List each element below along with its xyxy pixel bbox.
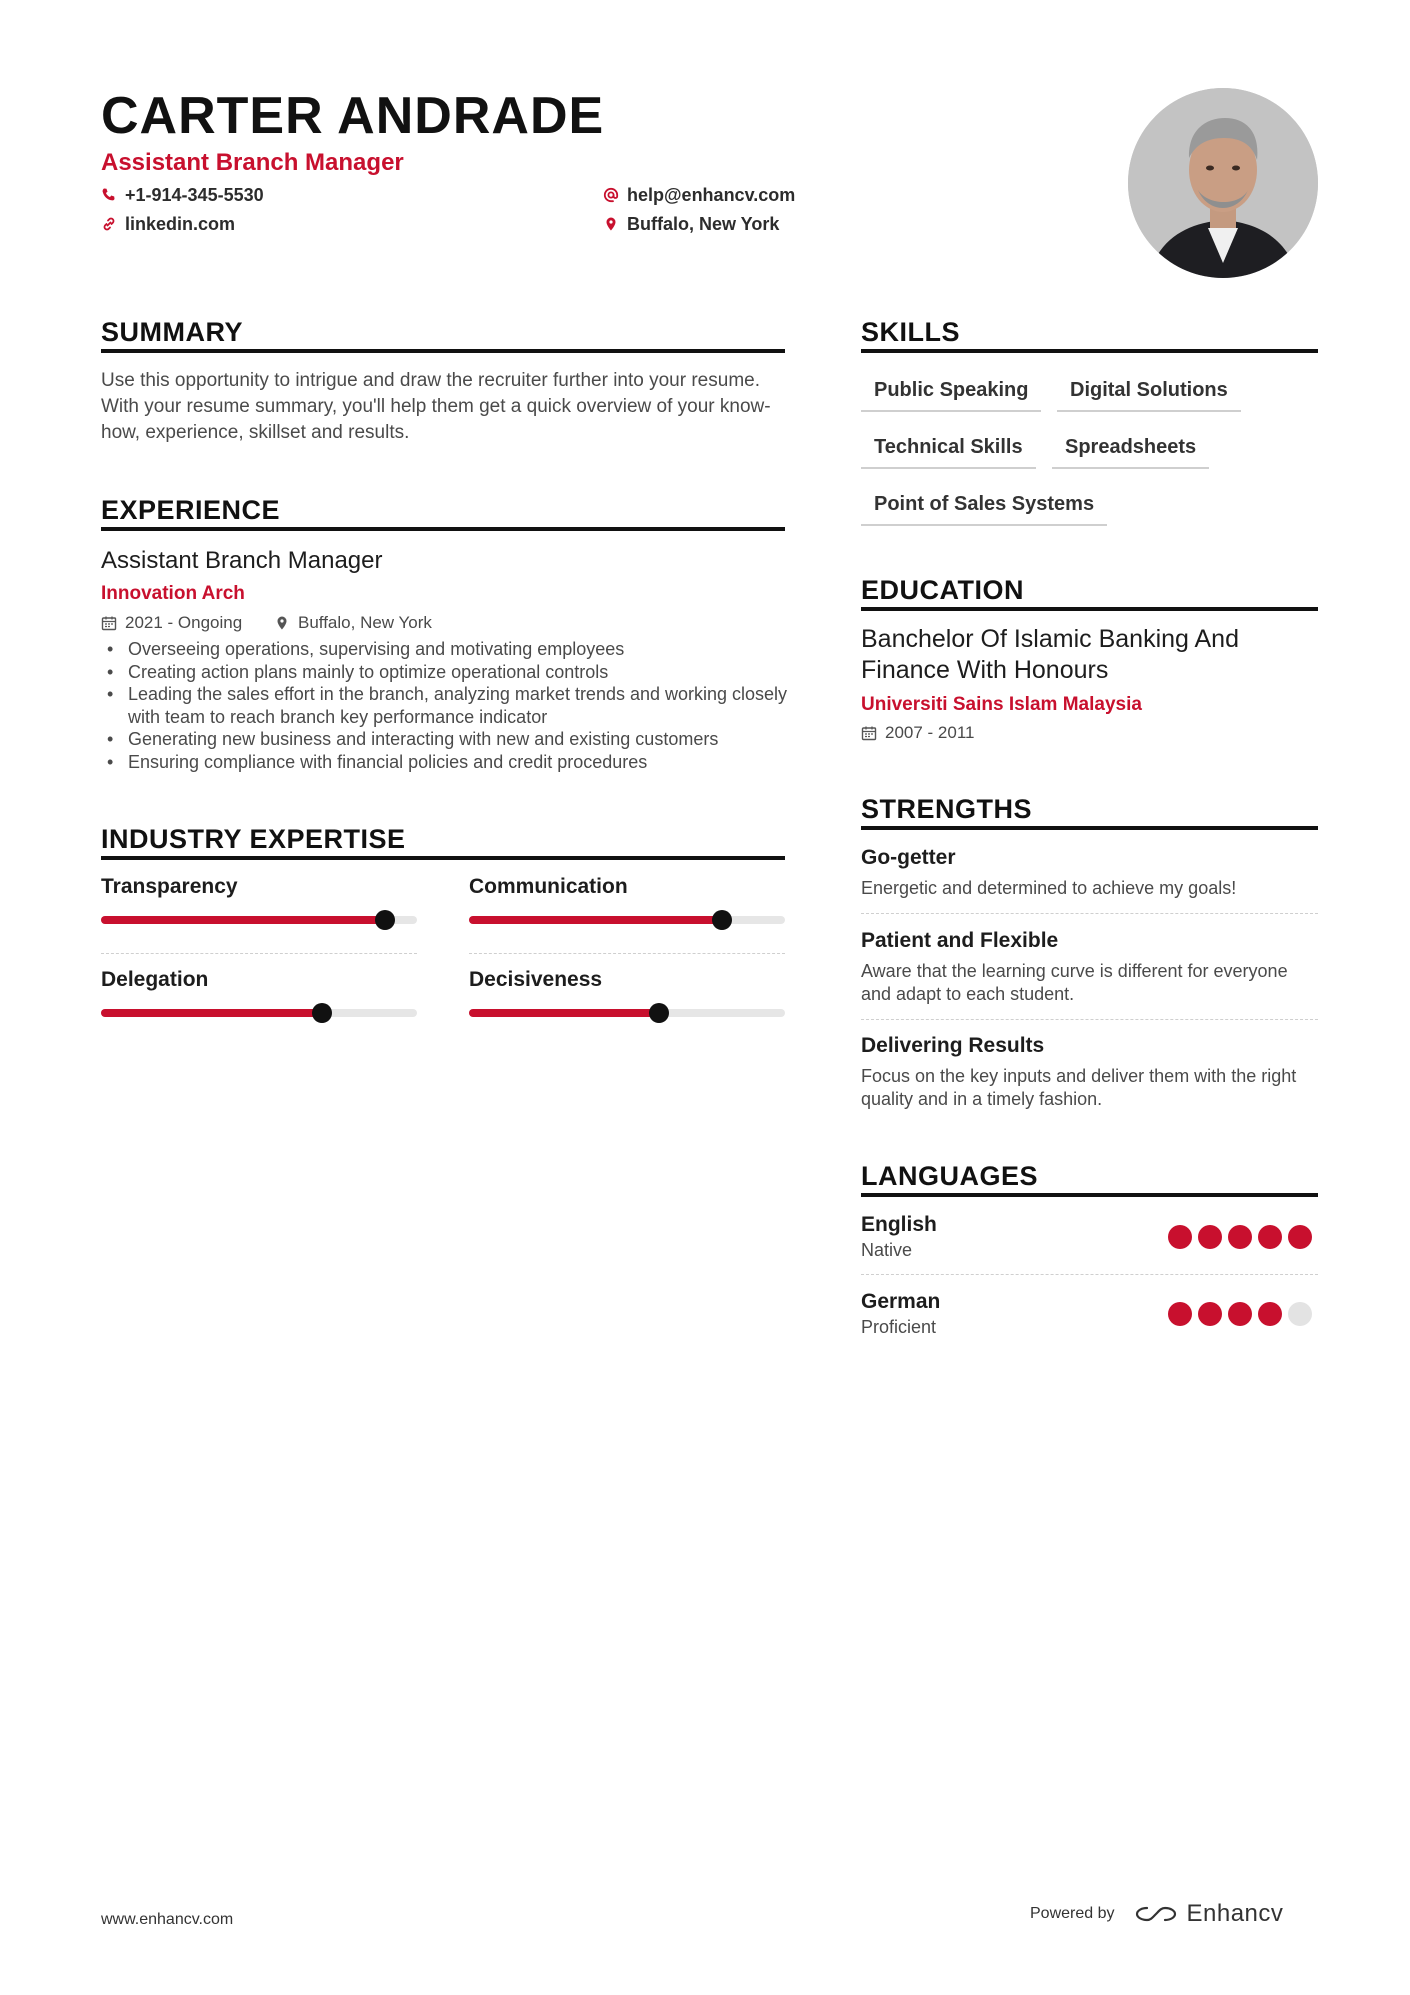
language-name: English xyxy=(861,1213,937,1236)
rating-dot-filled xyxy=(1288,1225,1312,1249)
language-rating xyxy=(1168,1225,1312,1249)
summary-rule xyxy=(101,349,785,353)
expertise-bar-knob xyxy=(649,1003,669,1023)
strength-title: Delivering Results xyxy=(861,1034,1045,1057)
skills-rule xyxy=(861,349,1318,353)
expertise-rule xyxy=(101,856,785,860)
job-responsibilities xyxy=(101,638,791,773)
location-pin-icon xyxy=(274,615,290,631)
strength-description: Energetic and determined to achieve my goals! xyxy=(861,878,1237,898)
location-pin-icon xyxy=(603,216,619,232)
strength-title: Patient and Flexible xyxy=(861,929,1059,952)
experience-rule xyxy=(101,527,785,531)
languages-heading: LANGUAGES xyxy=(861,1161,1039,1191)
divider xyxy=(861,1019,1318,1020)
skill-tag: Public Speaking xyxy=(861,378,1041,412)
education-rule xyxy=(861,607,1318,611)
expertise-bar-knob xyxy=(712,910,732,930)
strengths-heading: STRENGTHS xyxy=(861,794,1033,824)
skill-tag: Point of Sales Systems xyxy=(861,492,1107,526)
summary-text: Use this opportunity to intrigue and draw the recruiter further into your resume. With your resume summary, you'll help them get a quick overview of your know-how, experience, skillset and results. xyxy=(101,370,771,443)
education-dates-text: 2007 - 2011 xyxy=(885,723,975,742)
footer-website[interactable]: www.enhancv.com xyxy=(101,1911,234,1928)
responsibility-item: • Ensuring compliance with financial policies and credit procedures xyxy=(101,751,791,774)
responsibility-item: • Overseeing operations, supervising and motivating employees xyxy=(101,638,791,661)
footer-branding xyxy=(1030,1900,1283,1928)
contact-location xyxy=(603,212,779,236)
candidate-role: Assistant Branch Manager xyxy=(101,149,404,176)
summary-heading: SUMMARY xyxy=(101,317,243,347)
school-name: Universiti Sains Islam Malaysia xyxy=(861,694,1142,715)
brand-name: Enhancv xyxy=(1186,1900,1284,1927)
skill-tag: Spreadsheets xyxy=(1052,435,1209,469)
expertise-bar xyxy=(101,1009,417,1017)
calendar-icon xyxy=(101,615,117,631)
expertise-heading: INDUSTRY EXPERTISE xyxy=(101,824,406,854)
job-location xyxy=(274,612,432,634)
education-heading: EDUCATION xyxy=(861,575,1024,605)
company-name: Innovation Arch xyxy=(101,583,245,604)
rating-dot-empty xyxy=(1288,1302,1312,1326)
phone-icon xyxy=(101,187,117,203)
expertise-bar xyxy=(101,916,417,924)
divider xyxy=(101,953,417,954)
linkedin-link: linkedin.com xyxy=(125,214,236,234)
phone-number: +1-914-345-5530 xyxy=(125,185,264,205)
responsibility-item: • Leading the sales effort in the branch, analyzing market trends and working closely with team to reach branch key performance indicator xyxy=(101,683,791,728)
language-level: Proficient xyxy=(861,1317,937,1337)
divider xyxy=(861,1274,1318,1275)
rating-dot-filled xyxy=(1198,1225,1222,1249)
rating-dot-filled xyxy=(1228,1225,1252,1249)
responsibility-item: • Generating new business and interacting with new and existing customers xyxy=(101,728,791,751)
responsibility-item: • Creating action plans mainly to optimize operational controls xyxy=(101,661,791,684)
location-text: Buffalo, New York xyxy=(627,214,780,234)
rating-dot-filled xyxy=(1258,1225,1282,1249)
expertise-bar-fill xyxy=(469,1009,659,1017)
strength-title: Go-getter xyxy=(861,846,956,869)
language-rating xyxy=(1168,1302,1312,1326)
job-title: Assistant Branch Manager xyxy=(101,547,383,574)
expertise-label: Delegation xyxy=(101,968,209,991)
link-icon xyxy=(101,216,117,232)
contact-phone[interactable] xyxy=(101,183,264,207)
skill-tag: Digital Solutions xyxy=(1057,378,1241,412)
calendar-icon xyxy=(861,725,877,741)
education-dates xyxy=(861,722,974,744)
expertise-bar-fill xyxy=(101,1009,322,1017)
expertise-bar xyxy=(469,1009,785,1017)
expertise-label: Transparency xyxy=(101,875,238,898)
rating-dot-filled xyxy=(1168,1302,1192,1326)
contact-linkedin[interactable] xyxy=(101,212,235,236)
degree-title: Banchelor Of Islamic Banking And Finance With Honours xyxy=(861,625,1239,684)
contact-email[interactable] xyxy=(603,183,795,207)
experience-heading: EXPERIENCE xyxy=(101,495,281,525)
expertise-bar xyxy=(469,916,785,924)
strength-description: Aware that the learning curve is different for everyone and adapt to each student. xyxy=(861,961,1288,1004)
expertise-bar-fill xyxy=(101,916,385,924)
rating-dot-filled xyxy=(1258,1302,1282,1326)
language-level: Native xyxy=(861,1240,913,1260)
job-location-text: Buffalo, New York xyxy=(298,613,432,632)
rating-dot-filled xyxy=(1228,1302,1252,1326)
portrait-image xyxy=(1128,88,1318,278)
expertise-bar-knob xyxy=(375,910,395,930)
job-dates xyxy=(101,612,242,634)
divider xyxy=(469,953,785,954)
brand-logo[interactable] xyxy=(1133,1900,1284,1928)
language-name: German xyxy=(861,1290,941,1313)
expertise-label: Communication xyxy=(469,875,628,898)
skill-tag: Technical Skills xyxy=(861,435,1036,469)
at-icon xyxy=(603,187,619,203)
strengths-rule xyxy=(861,826,1318,830)
expertise-label: Decisiveness xyxy=(469,968,603,991)
strength-description: Focus on the key inputs and deliver them with the right quality and in a timely fashion. xyxy=(861,1066,1297,1109)
skills-heading: SKILLS xyxy=(861,317,961,347)
email-address: help@enhancv.com xyxy=(627,185,796,205)
divider xyxy=(861,913,1318,914)
languages-rule xyxy=(861,1193,1318,1197)
job-dates-text: 2021 - Ongoing xyxy=(125,613,243,632)
expertise-bar-fill xyxy=(469,916,722,924)
candidate-name: CARTER ANDRADE xyxy=(101,87,605,145)
rating-dot-filled xyxy=(1168,1225,1192,1249)
expertise-bar-knob xyxy=(312,1003,332,1023)
profile-photo xyxy=(1128,88,1318,278)
powered-by-text: Powered by xyxy=(1030,1905,1115,1922)
rating-dot-filled xyxy=(1198,1302,1222,1326)
enhancv-logo-icon xyxy=(1133,1902,1179,1926)
